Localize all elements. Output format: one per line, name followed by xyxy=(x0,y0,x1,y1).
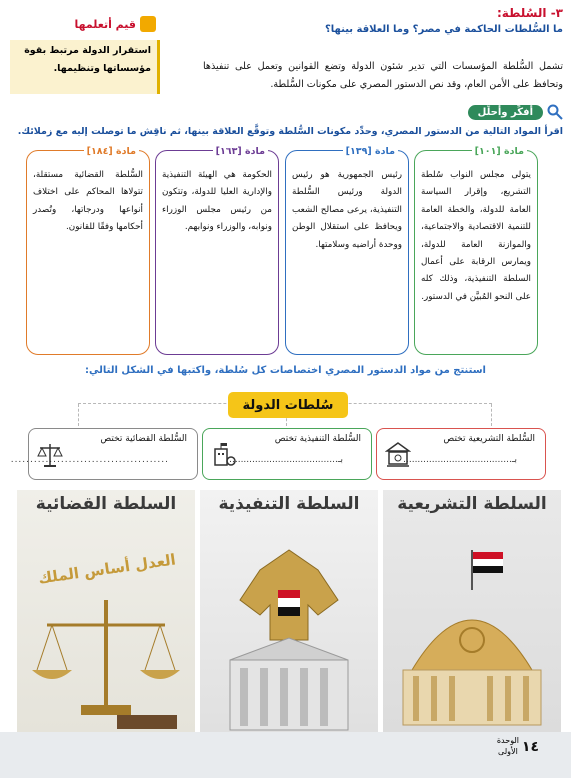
judicial-answer-box[interactable] xyxy=(10,428,198,480)
section-question: ما السُّلطات الحاكمة في مصر؟ وما العلاقة بينها؟ xyxy=(324,24,563,35)
values-box xyxy=(10,14,162,96)
justice-motto: العدل أساس الملك xyxy=(37,550,177,588)
state-powers-title: سُلطات الدولة xyxy=(228,392,348,418)
illustration-caption: السلطة التنفيذية xyxy=(218,494,360,514)
judicial-illustration xyxy=(17,490,195,732)
executive-illustration xyxy=(200,490,378,732)
legislative-answer-box[interactable] xyxy=(376,428,546,480)
page-number: ١٤ xyxy=(521,739,539,755)
magnifier-icon xyxy=(547,104,563,120)
intro-paragraph: تشمل السُّلطة المؤسسات التي تدير شئون الدولة وتضع القوانين وتعمل على تنفيذها وتحافظ على الأمن العام، وقد نص الدستور المصري على مكونات السُّلطة. xyxy=(203,61,563,90)
eagle-emblem-building-image xyxy=(200,530,378,732)
lightbulb-icon xyxy=(140,16,156,32)
values-box-text: استقرار الدولة مرتبط بقوة مؤسساتها وتنظيمها. xyxy=(10,40,160,94)
legislative-illustration xyxy=(383,490,561,732)
page-footer xyxy=(0,732,571,778)
scales-of-justice-image xyxy=(17,530,195,732)
scales-icon xyxy=(37,441,63,469)
unit-label-line1: الوحدة xyxy=(496,736,519,745)
parliament-dome-image xyxy=(383,530,561,732)
think-analyze-badge xyxy=(468,104,563,120)
government-building-icon xyxy=(211,441,237,469)
article-text: رئيس الجمهورية هو رئيس الدولة ورئيس السُّلطة التنفيذية، يرعى مصالح الشعب ويحافظ على استقلال الوطن ووحدة أراضيه وسلامتها. xyxy=(292,170,402,250)
connector-line xyxy=(491,404,492,426)
article-text: الحكومة هي الهيئة التنفيذية والإدارية العليا للدولة، وتتكون من رئيس مجلس الوزراء ونوابه، والوزراء ونوابهم. xyxy=(162,170,272,233)
illustration-caption: السلطة القضائية xyxy=(35,494,177,514)
article-label: مادة [١٠١] xyxy=(472,143,527,160)
section-title: السُلطة: xyxy=(497,6,547,20)
answer-line[interactable]: بـ...................................... xyxy=(229,455,343,465)
executive-answer-box[interactable] xyxy=(202,428,372,480)
think-analyze-label: أفكِّر وأحلِّل xyxy=(468,105,543,120)
article-label: مادة [١٦٣] xyxy=(213,143,268,160)
article-label: مادة [١٣٩] xyxy=(343,143,398,160)
deduce-instruction: استنتج من مواد الدستور المصري اختصاصات كل سُلطة، واكتبها في الشكل التالي: xyxy=(85,365,486,376)
article-text: السُّلطة القضائية مستقلة، تتولاها المحاكم على اختلاف أنواعها ودرجاتها، وتُصدر أحكامها وفقًا للقانون. xyxy=(33,170,143,233)
power-box-title: السُّلطة التشريعية تختص xyxy=(443,434,535,444)
unit-label-line2: الأولى xyxy=(498,747,518,756)
article-card-139 xyxy=(285,146,409,355)
article-card-163 xyxy=(155,146,279,355)
article-card-101 xyxy=(414,146,538,355)
power-box-title: السُّلطة التنفيذية تختص xyxy=(274,434,361,444)
answer-line[interactable]: بـ...................................... xyxy=(403,455,517,465)
values-box-title xyxy=(74,16,156,32)
parliament-icon xyxy=(385,441,411,469)
article-label: مادة [١٨٤] xyxy=(84,143,139,160)
section-heading xyxy=(213,6,563,20)
article-card-184 xyxy=(26,146,150,355)
unit-label xyxy=(497,735,519,757)
article-text: يتولى مجلس النواب سُلطة التشريع، وإقرار السياسة العامة للدولة، والخطة العامة للتنمية الاقتصادية والاجتماعية، والموازنة العامة للدولة، ويمارس الرقابة على أعمال السلطة التنفيذية، وذلك كله على النحو المُبيَّن في الدستور. xyxy=(421,170,531,302)
values-box-title-text: قيم أتعلمها xyxy=(74,17,136,31)
power-box-title: السُّلطة القضائية تختص xyxy=(100,434,187,444)
illustration-caption: السلطة التشريعية xyxy=(397,494,547,514)
activity-instruction: اقرأ المواد التالية من الدستور المصري، وحدِّد مكونات السُّلطة وتوقَّع العلاقة بينها، ثم ناقِش ما توصلت إليه مع زملائك. xyxy=(17,126,563,137)
connector-line xyxy=(78,404,79,426)
section-number: ٣- xyxy=(550,6,563,20)
answer-line[interactable]: ......................................... xyxy=(10,455,169,465)
